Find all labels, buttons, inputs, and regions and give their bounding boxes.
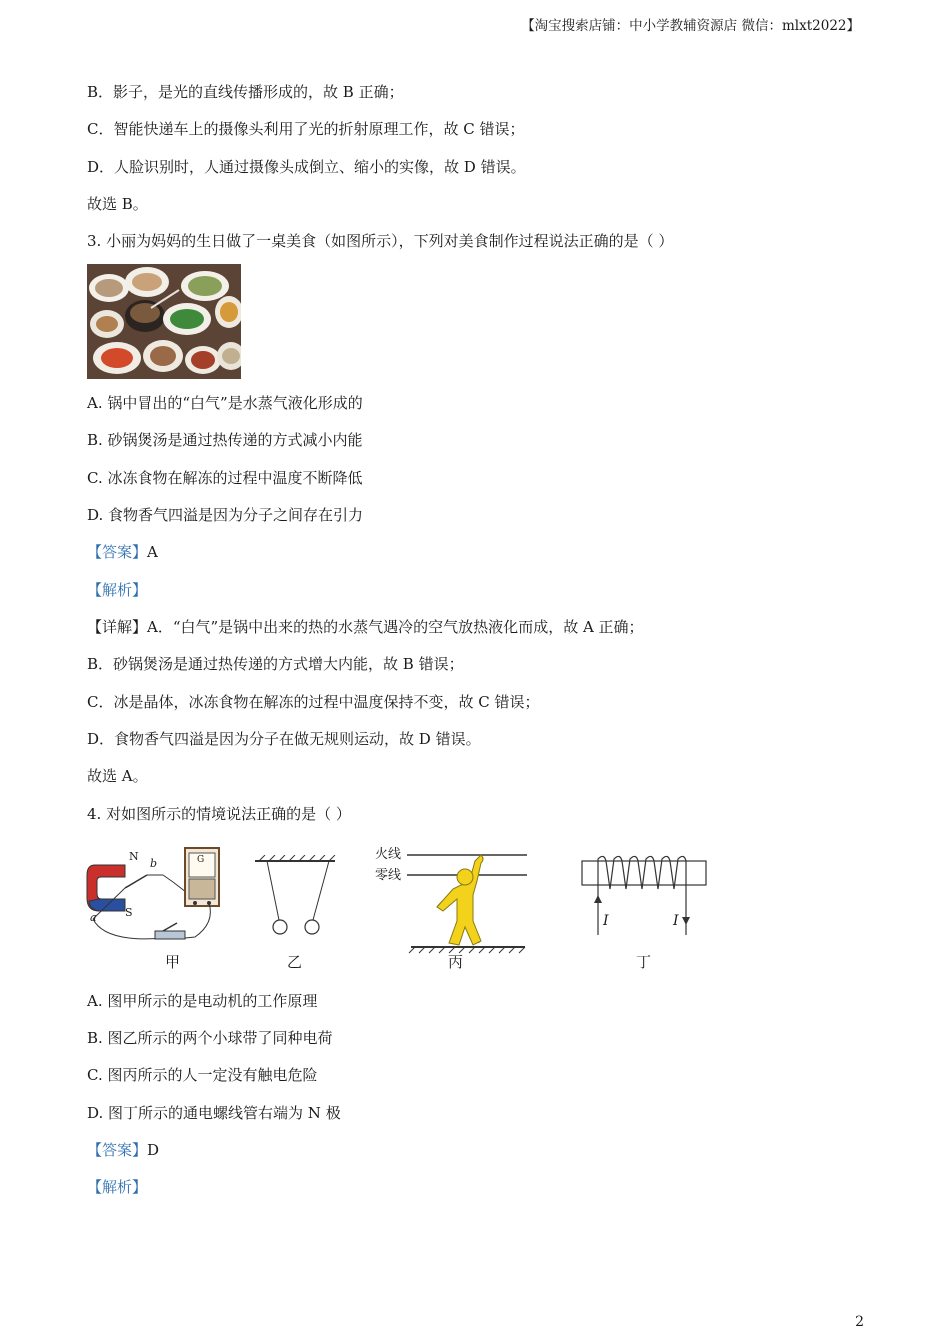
q3-analysis-tag: 【解析】 (87, 581, 148, 599)
figure-label-yi: 乙 (287, 953, 303, 971)
page-header: 【淘宝搜索店铺：中小学教辅资源店 微信：mlxt2022】 (521, 18, 860, 34)
detail-a-text: A．“白气”是锅中出来的热的水蒸气遇冷的空气放热液化而成，故 A 正确； (147, 618, 644, 636)
wire-b-label: b (150, 857, 158, 870)
q3-detail-d: D．食物香气四溢是因为分子在做无规则运动，故 D 错误。 (87, 730, 481, 748)
answer-value: D (147, 1141, 160, 1159)
wire-a-label: a (90, 911, 97, 924)
q4-option-a: A. 图甲所示的是电动机的工作原理 (87, 992, 318, 1010)
page-number: 2 (855, 1314, 864, 1330)
q2-explain-c: C．智能快递车上的摄像头利用了光的折射原理工作，故 C 错误； (87, 120, 525, 138)
figure-yi-balls (253, 855, 337, 945)
q3-option-b: B. 砂锅煲汤是通过热传递的方式减小内能 (87, 431, 363, 449)
q4-stem: 4. 对如图所示的情境说法正确的是（ ） (87, 805, 351, 823)
neutral-wire-label: 零线 (375, 868, 402, 883)
detail-tag: 【详解】 (87, 618, 148, 636)
answer-tag: 【答案】 (87, 543, 148, 561)
answer-tag: 【答案】 (87, 1141, 148, 1159)
q2-explain-b: B．影子，是光的直线传播形成的，故 B 正确； (87, 83, 404, 101)
q3-answer (87, 542, 158, 562)
q3-detail-c: C．冰是晶体，冰冻食物在解冻的过程中温度保持不变，故 C 错误； (87, 693, 540, 711)
q3-option-a: A. 锅中冒出的“白气”是水蒸气液化形成的 (87, 394, 363, 412)
figure-bing-wires-person (407, 845, 532, 955)
magnet-s-label: S (125, 906, 133, 919)
current-label-left: I (603, 913, 609, 929)
q3-option-c: C. 冰冻食物在解冻的过程中温度不断降低 (87, 469, 363, 487)
figure-label-jia: 甲 (165, 953, 181, 971)
q2-explain-d: D．人脸识别时，人通过摄像头成倒立、缩小的实像，故 D 错误。 (87, 158, 526, 176)
q3-option-d: D. 食物香气四溢是因为分子之间存在引力 (87, 506, 364, 524)
figure-label-bing: 丙 (448, 953, 464, 971)
current-label-right: I (673, 913, 679, 929)
q3-detail-a (87, 617, 644, 637)
figure-label-ding: 丁 (636, 953, 652, 971)
q4-option-b: B. 图乙所示的两个小球带了同种电荷 (87, 1029, 333, 1047)
q4-figures (85, 843, 725, 973)
answer-value: A (147, 543, 158, 561)
q4-answer (87, 1140, 159, 1160)
q4-option-d: D. 图丁所示的通电螺线管右端为 N 极 (87, 1104, 341, 1122)
q2-select: 故选 B。 (87, 195, 148, 213)
q4-option-c: C. 图丙所示的人一定没有触电危险 (87, 1066, 318, 1084)
live-wire-label: 火线 (375, 847, 402, 862)
galvanometer-label: G (197, 855, 205, 865)
food-table-photo (87, 264, 241, 379)
magnet-n-label: N (129, 850, 139, 863)
q3-stem: 3. 小丽为妈妈的生日做了一桌美食（如图所示），下列对美食制作过程说法正确的是（ ） (87, 232, 674, 250)
q3-select: 故选 A。 (87, 767, 148, 785)
q4-analysis-tag: 【解析】 (87, 1178, 148, 1196)
q3-detail-b: B．砂锅煲汤是通过热传递的方式增大内能，故 B 错误； (87, 655, 464, 673)
figure-ding-solenoid (580, 855, 710, 940)
